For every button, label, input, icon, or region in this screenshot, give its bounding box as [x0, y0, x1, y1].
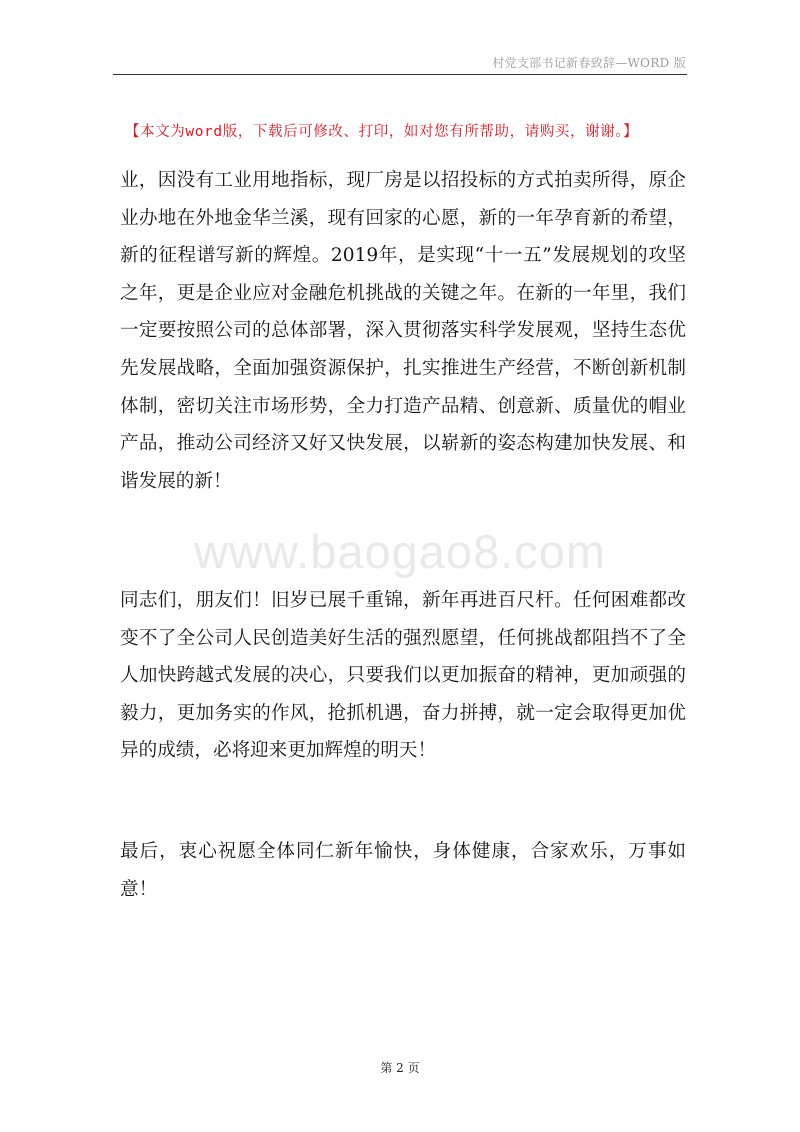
- header-divider: [113, 74, 687, 75]
- page-number: 第 2 页: [380, 1061, 420, 1075]
- watermark-text: www.baogao8.com: [193, 525, 607, 578]
- download-notice: 【本文为word版，下载后可修改、打印，如对您有所帮助，请购买，谢谢。】: [125, 124, 639, 140]
- body-paragraph-2: 同志们，朋友们！旧岁已展千重锦，新年再进百尺杆。任何困难都改变不了全公司人民创造美好生活的强烈愿望，任何挑战都阻挡不了全人加快跨越式发展的决心，只要我们以更加振奋的精神，更加顽强的毅力，更加务实的作风，抢抓机遇，奋力拼搏，就一定会取得更加优异的成绩，必将迎来更加辉煌的明天！: [120, 590, 686, 762]
- body-paragraph-3: 最后，衷心祝愿全体同仁新年愉快，身体健康，合家欢乐，万事如意！: [120, 841, 686, 900]
- running-header: 村党支部书记新春致辞—WORD 版: [492, 56, 686, 70]
- body-paragraph-1: 业，因没有工业用地指标，现厂房是以招投标的方式拍卖所得，原企业办地在外地金华兰溪，现有回家的心愿，新的一年孕育新的希望，新的征程谱写新的辉煌。2019年，是实现“十一五”发展规划的攻坚之年，更是企业应对金融危机挑战的关键之年。在新的一年里，我们一定要按照公司的总体部署，深入贯彻落实科学发展观，坚持生态优先发展战略，全面加强资源保护，扎实推进生产经营，不断创新机制体制，密切关注市场形势，全力打造产品精、创意新、质量优的帽业产品，推动公司经济又好又快发展，以崭新的姿态构建加快发展、和谐发展的新！: [120, 170, 686, 492]
